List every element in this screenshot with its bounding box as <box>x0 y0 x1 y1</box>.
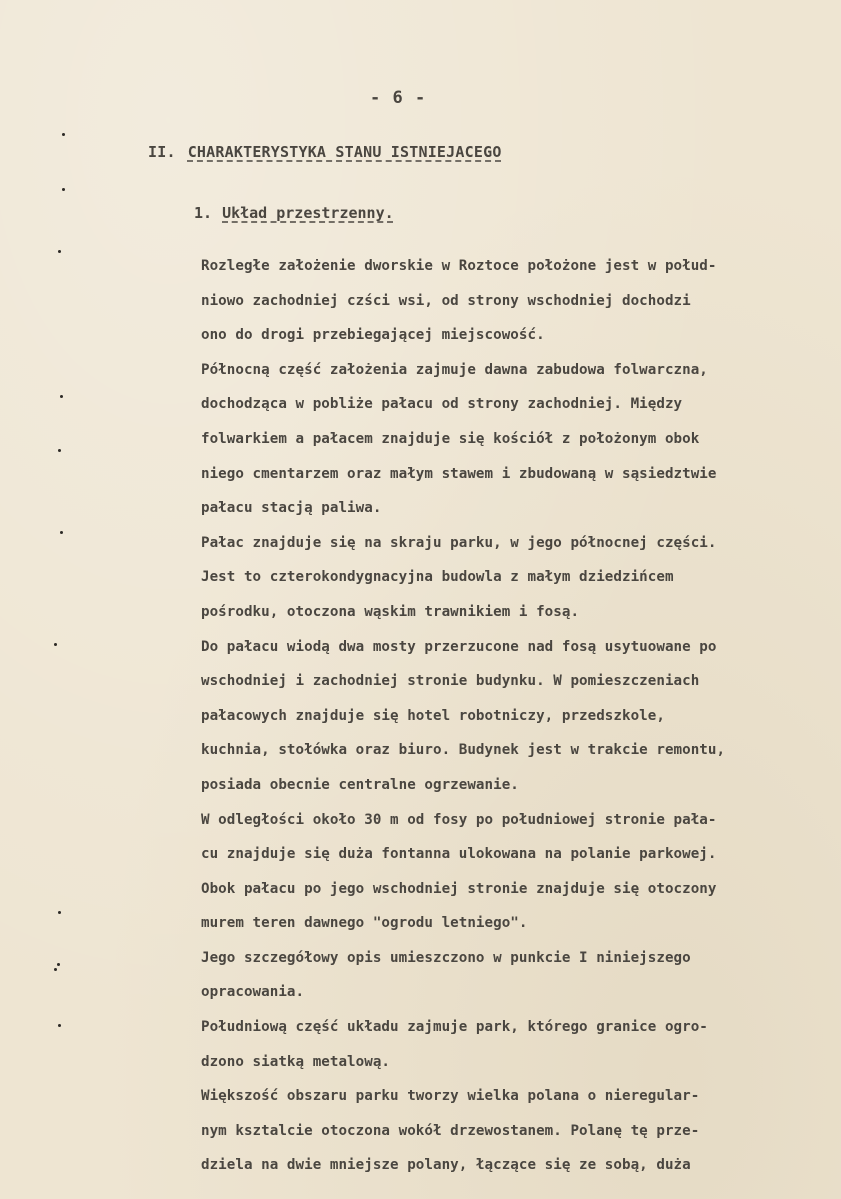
text-line: niego cmentarzem oraz małym stawem i zbudowaną w sąsiedztwie <box>201 465 717 482</box>
margin-mark <box>58 911 61 914</box>
text-line: dzono siatką metalową. <box>201 1053 391 1070</box>
text-line: W odległości około 30 m od fosy po południowej stronie pała- <box>201 811 717 828</box>
text-line: Większość obszaru parku tworzy wielka polana o nieregular- <box>201 1088 700 1105</box>
text-line: posiada obecnie centralne ogrzewanie. <box>201 776 519 793</box>
text-line: kuchnia, stołówka oraz biuro. Budynek jest w trakcie remontu, <box>201 742 726 759</box>
text-line: Jego szczegółowy opis umieszczono w punkcie I niniejszego <box>201 949 691 966</box>
page-number: - 6 - <box>370 88 427 108</box>
margin-mark <box>58 449 61 452</box>
text-line: folwarkiem a pałacem znajduje się kościół z położonym obok <box>201 430 700 447</box>
text-line: Pałac znajduje się na skraju parku, w jego północnej części. <box>201 534 717 551</box>
margin-mark <box>57 963 60 966</box>
text-line: nym ksztalcie otoczona wokół drzewostanem. Polanę tę prze- <box>201 1122 700 1139</box>
chapter-number: II. <box>148 143 176 161</box>
section-heading <box>194 204 394 222</box>
text-line: dziela na dwie mniejsze polany, łączące się ze sobą, duża <box>201 1157 691 1174</box>
text-line: pałacu stacją paliwa. <box>201 500 382 517</box>
section-number: 1. <box>194 204 213 222</box>
text-line: Do pałacu wiodą dwa mosty przerzucone nad fosą usytuowane po <box>201 638 717 655</box>
margin-mark <box>60 395 63 398</box>
text-line: niowo zachodniej czści wsi, od strony wschodniej dochodzi <box>201 292 691 309</box>
text-line: pośrodku, otoczona wąskim trawnikiem i fosą. <box>201 603 580 620</box>
margin-mark <box>54 968 57 971</box>
text-line: cu znajduje się duża fontanna ulokowana na polanie parkowej. <box>201 846 717 863</box>
margin-mark <box>58 1024 61 1027</box>
text-line: opracowania. <box>201 984 305 1001</box>
text-line: dochodząca w pobliże pałacu od strony zachodniej. Między <box>201 396 683 413</box>
text-line: wschodniej i zachodniej stronie budynku. W pomieszczeniach <box>201 673 700 690</box>
text-line: Jest to czterokondygnacyjna budowla z małym dziedzińcem <box>201 569 674 586</box>
text-line: ono do drogi przebiegającej miejscowość. <box>201 327 545 344</box>
chapter-heading <box>148 143 502 161</box>
text-line: Północną część założenia zajmuje dawna zabudowa folwarczna, <box>201 361 708 378</box>
text-line: Rozległe założenie dworskie w Roztoce położone jest w połud- <box>201 258 717 274</box>
text-line: murem teren dawnego "ogrodu letniego". <box>201 915 528 932</box>
body-text <box>201 249 811 1183</box>
text-line: pałacowych znajduje się hotel robotniczy, przedszkole, <box>201 707 665 724</box>
margin-mark <box>62 133 65 136</box>
margin-mark <box>58 250 61 253</box>
text-line: Obok pałacu po jego wschodniej stronie znajduje się otoczony <box>201 880 717 897</box>
margin-mark <box>54 643 57 646</box>
chapter-title: CHARAKTERYSTYKA STANU ISTNIEJACEGO <box>187 143 502 161</box>
margin-mark <box>62 188 65 191</box>
section-title: Układ przestrzenny. <box>222 204 394 222</box>
text-line: Południową część układu zajmuje park, którego granice ogro- <box>201 1019 708 1036</box>
margin-mark <box>60 531 63 534</box>
